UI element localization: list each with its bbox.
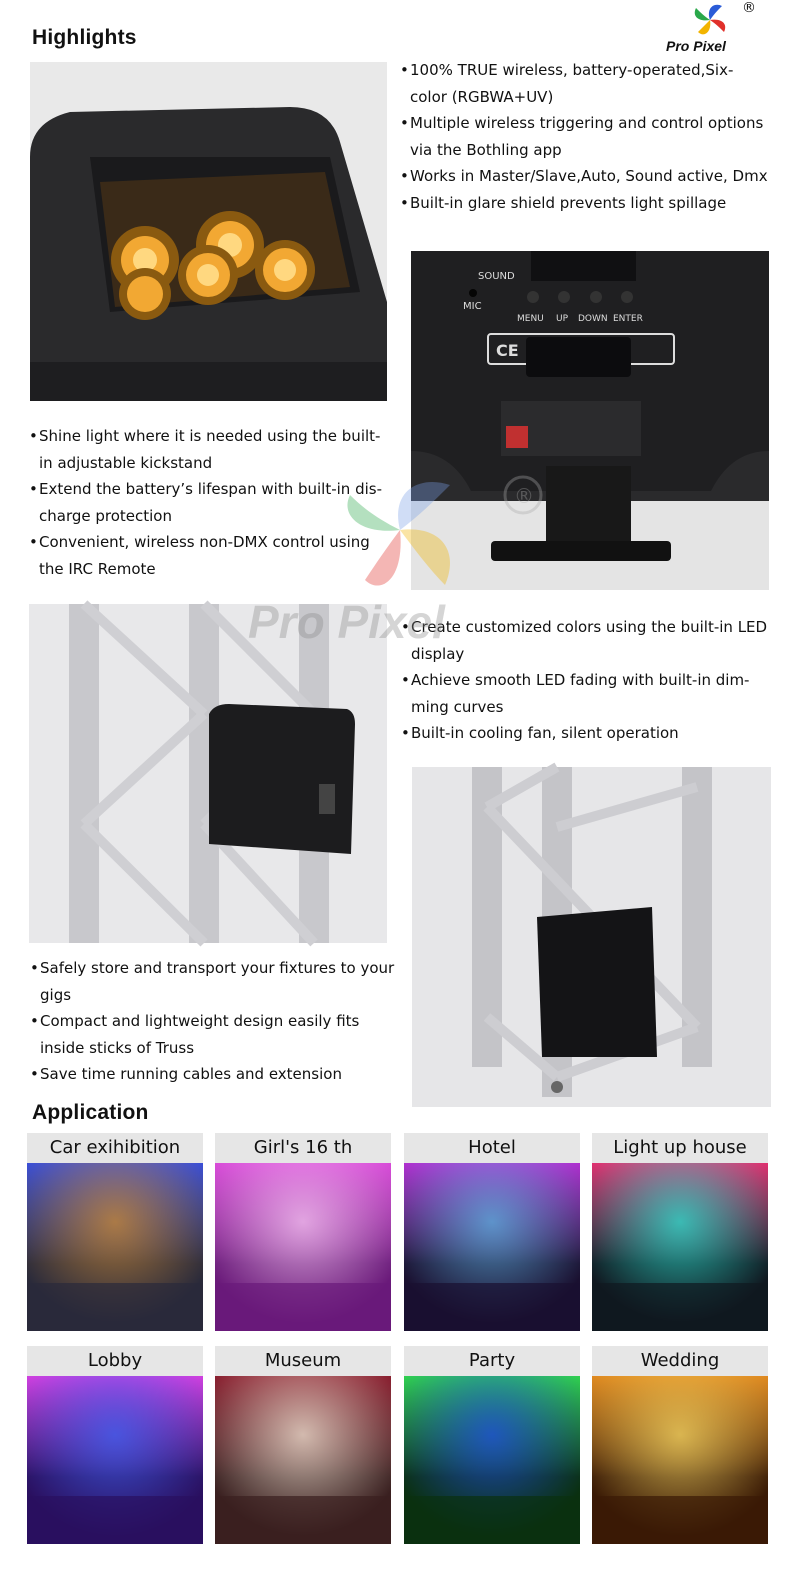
pinwheel-logo-icon (686, 0, 736, 40)
feature-item: • Convenient, wireless non-DMX control using the IRC Remote (29, 529, 394, 582)
application-tile[interactable] (592, 1133, 768, 1331)
feature-item: • Safely store and transport your fixtures to your gigs (30, 955, 400, 1008)
application-tile[interactable] (592, 1346, 768, 1544)
application-label: Party (404, 1346, 580, 1376)
brand-name: Pro Pixel (666, 38, 726, 54)
application-photo (27, 1376, 203, 1544)
application-tile[interactable] (27, 1133, 203, 1331)
truss-storage-photo (412, 767, 771, 1107)
application-photo (404, 1376, 580, 1544)
features-list-3 (401, 614, 771, 747)
ce-mark: CE (496, 341, 519, 360)
application-label: Hotel (404, 1133, 580, 1163)
feature-item: • 100% TRUE wireless, battery-operated,Six-color (RGBWA+UV) (400, 57, 770, 110)
watermark-reg: ® (514, 484, 534, 508)
brand-logo[interactable] (664, 0, 764, 58)
feature-item: • Multiple wireless triggering and control options via the Bothling app (400, 110, 770, 163)
fixture-top-photo (30, 62, 387, 401)
features-list-2 (29, 423, 394, 582)
application-photo (27, 1163, 203, 1331)
application-photo (215, 1163, 391, 1331)
application-tile[interactable] (404, 1133, 580, 1331)
application-label: Girl's 16 th (215, 1133, 391, 1163)
feature-item: • Compact and lightweight design easily fits inside sticks of Truss (30, 1008, 400, 1061)
application-tile[interactable] (215, 1346, 391, 1544)
features-list-1 (400, 57, 770, 216)
feature-item: • Achieve smooth LED fading with built-in dim-ming curves (401, 667, 771, 720)
application-photo (404, 1163, 580, 1331)
control-panel-photo (411, 251, 769, 590)
enter-label: ENTER (613, 314, 643, 324)
application-photo (592, 1376, 768, 1544)
watermark-text: Pro Pixel (248, 596, 445, 648)
menu-label: MENU (517, 314, 544, 324)
application-photo (215, 1376, 391, 1544)
feature-item: • Save time running cables and extension (30, 1061, 400, 1088)
mic-label: MIC (463, 301, 482, 312)
feature-item: • Extend the battery’s lifespan with built-in dis-charge protection (29, 476, 394, 529)
application-photo (592, 1163, 768, 1331)
application-tile[interactable] (27, 1346, 203, 1544)
application-label: Car exihibition (27, 1133, 203, 1163)
down-label: DOWN (578, 314, 608, 324)
application-label: Light up house (592, 1133, 768, 1163)
highlights-heading: Highlights (32, 26, 137, 49)
application-tile[interactable] (215, 1133, 391, 1331)
feature-item: • Shine light where it is needed using the built-in adjustable kickstand (29, 423, 394, 476)
features-list-4 (30, 955, 400, 1088)
application-heading: Application (32, 1101, 149, 1124)
feature-item: • Works in Master/Slave,Auto, Sound active, Dmx (400, 163, 770, 190)
feature-item: • Built-in glare shield prevents light spillage (400, 190, 770, 217)
application-label: Museum (215, 1346, 391, 1376)
application-tile[interactable] (404, 1346, 580, 1544)
application-label: Lobby (27, 1346, 203, 1376)
sound-label: SOUND (478, 271, 515, 282)
up-label: UP (556, 314, 569, 324)
registered-mark: ® (742, 0, 756, 16)
feature-item: • Create customized colors using the built-in LED display (401, 614, 771, 667)
application-label: Wedding (592, 1346, 768, 1376)
truss-mount-photo (29, 604, 387, 943)
feature-item: • Built-in cooling fan, silent operation (401, 720, 771, 747)
